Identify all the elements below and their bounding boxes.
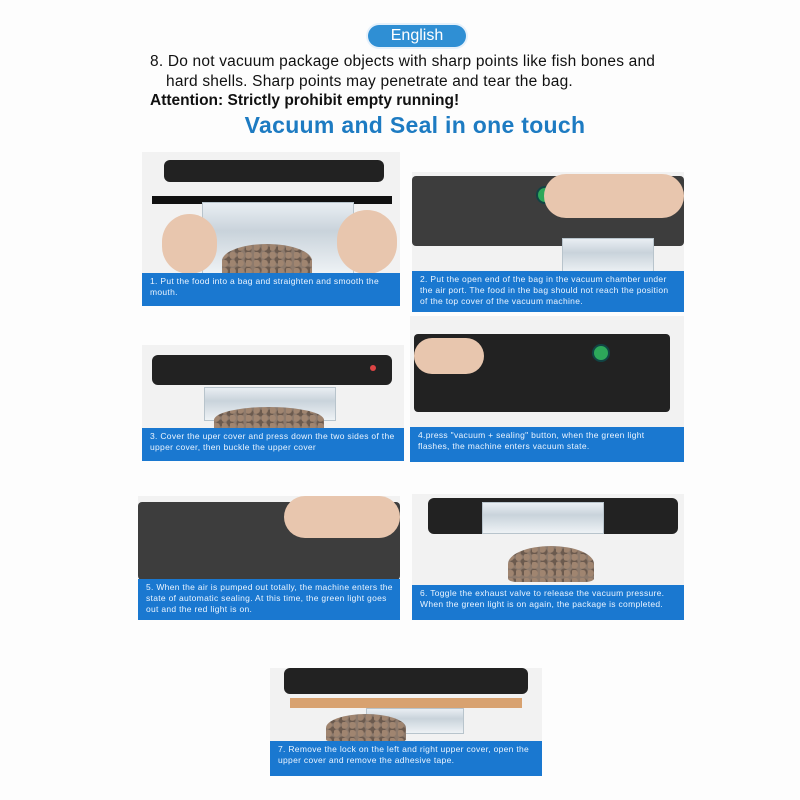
step-2-panel [412, 172, 684, 312]
vacuum-sealer-image [152, 355, 392, 385]
step-4-caption: 4.press "vacuum + sealing" button, when the green light flashes, the machine enters vacuum state. [410, 427, 684, 462]
step-5-panel [138, 496, 400, 620]
hand-image [284, 496, 400, 538]
step-1-panel [142, 152, 400, 306]
language-badge: English [368, 25, 466, 47]
indicator-light-image [370, 365, 376, 371]
safety-note [150, 52, 690, 92]
hand-image [162, 214, 217, 274]
step-1-caption: 1. Put the food into a bag and straighten and smooth the mouth. [142, 273, 400, 306]
page-title: Vacuum and Seal in one touch [244, 112, 586, 138]
food-image [508, 546, 594, 582]
hand-image [337, 210, 397, 274]
food-image [326, 714, 406, 742]
vacuum-sealer-image [284, 668, 528, 694]
step-4-panel [410, 316, 684, 462]
step-5-caption: 5. When the air is pumped out totally, the machine enters the state of automatic sealing. At this time, the green light goes out and the red light is on. [138, 579, 400, 620]
note-line-2: hard shells. Sharp points may penetrate and tear the bag. [166, 73, 573, 90]
green-button-image [592, 344, 610, 362]
vacuum-bag-image [562, 238, 654, 274]
step-7-panel [270, 668, 542, 776]
attention-warning: Attention: Strictly prohibit empty running! [150, 92, 460, 109]
step-2-caption: 2. Put the open end of the bag in the vacuum chamber under the air port. The food in the bag should not reach the position of the top cover of the vacuum machine. [412, 271, 684, 312]
step-6-panel [412, 494, 684, 620]
step-6-caption: 6. Toggle the exhaust valve to release the vacuum pressure. When the green light is on again, the package is completed. [412, 585, 684, 620]
hand-image [414, 338, 484, 374]
hand-image [544, 174, 684, 218]
sealing-strip-image [290, 698, 522, 708]
vacuum-bag-image [482, 502, 604, 534]
step-3-caption: 3. Cover the uper cover and press down the two sides of the upper cover, then buckle the upper cover [142, 428, 404, 461]
step-3-panel [142, 345, 404, 461]
step-7-caption: 7. Remove the lock on the left and right upper cover, open the upper cover and remove the adhesive tape. [270, 741, 542, 776]
vacuum-sealer-image [164, 160, 384, 182]
note-line-1: 8. Do not vacuum package objects with sharp points like fish bones and [150, 53, 656, 70]
